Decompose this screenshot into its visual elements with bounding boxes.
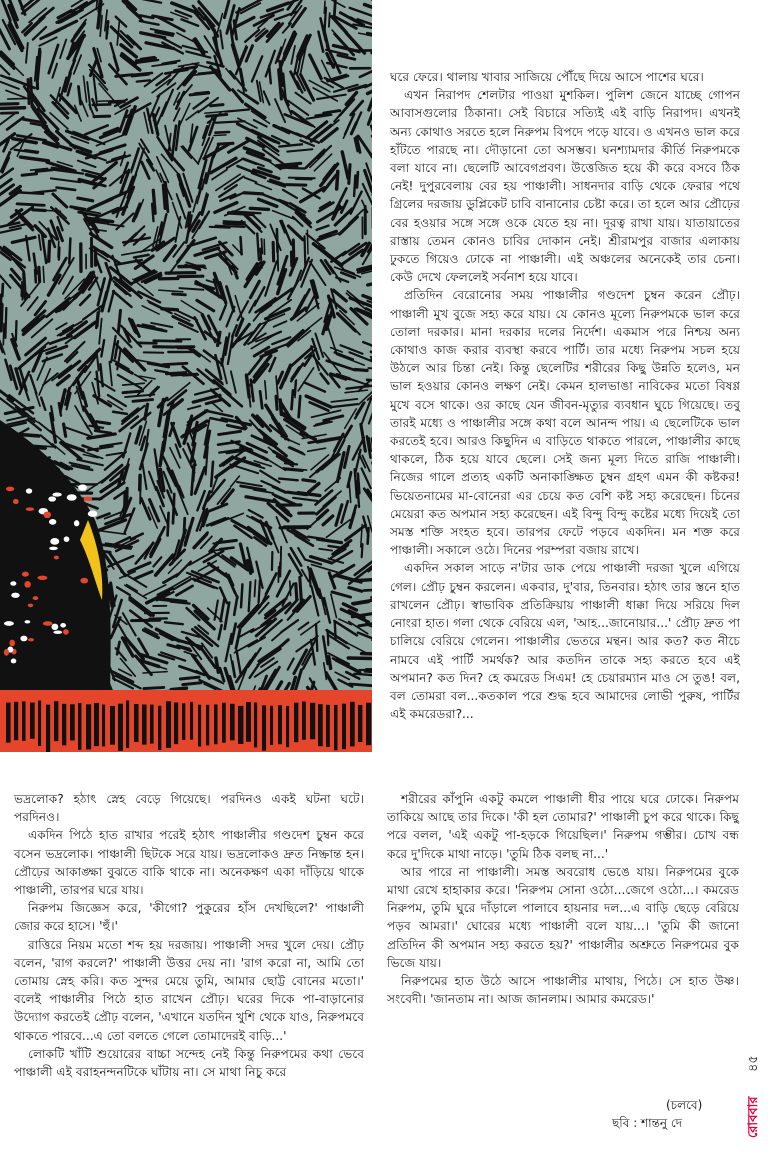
figure-dot bbox=[60, 623, 66, 628]
border-stripe bbox=[166, 701, 171, 748]
border-stripe bbox=[294, 703, 298, 743]
hatch-stroke bbox=[195, 93, 208, 94]
article-column-right bbox=[390, 68, 740, 723]
hatch-stroke bbox=[96, 313, 98, 328]
hatch-stroke bbox=[324, 1, 325, 13]
hatch-stroke bbox=[21, 435, 40, 436]
hatch-stroke bbox=[17, 204, 44, 206]
hatch-stroke bbox=[133, 400, 153, 402]
paragraph: এখন নিরাপদ শেলটার পাওয়া মুশকিল। পুলিশ জেনে যাচ্ছে গোপন আবাসগুলোর ঠিকানা। সেই বিচারে সত্যিই এই বাড়ি নিরাপদ। এখনই অন্য কোথাও সরতে হলে নিরুপম বিপদে পড়ে যাবে। ও এখনও ভাল করে হাঁটতে পারছে না। দৌড়ানো তো অসম্ভব। ঘনশ্যামদার কীর্তি নিরুপমকে বলা যাবে না। ছেলেটি আবেগপ্রবণ। উত্তেজিত হয়ে কী করে বসবে ঠিক নেই! দুপুরবেলায় বের হয় পাঞ্চালী। সাধনদার বাড়ি থেকে ফেরার পথে গ্রিলের দরজায় ডুপ্লিকেট চাবি বানানোর চেষ্টা করে। তা হলে আর প্রৌঢ়ের বের হওয়ার সঙ্গে সঙ্গে ওকে যেতে হয় না। দূরত্ব রাখা যায়। যাতায়াতের রাস্তায় তেমন কোনও চাবির দোকান নেই। শ্রীরামপুর বাজার এলাকায় ঢুকতে গিয়েও ঢোকে না পাঞ্চালী। এই অঞ্চলের অনেকেই তার চেনা। কেউ দেখে ফেললেই সর্বনাশ হয়ে যাবে। bbox=[390, 88, 740, 285]
border-stripe bbox=[190, 702, 193, 740]
hatch-stroke bbox=[3, 324, 4, 345]
hatch-stroke bbox=[0, 108, 24, 109]
border-stripe bbox=[318, 704, 323, 746]
paragraph: একদিন পিঠে হাত রাখার পরেই হঠাৎ পাঞ্চালীর গণ্ডদেশ চুম্বন করে বসেন ভদ্রলোক। পাঞ্চালী ছিটকে সরে যায়। ভদ্রলোকও দ্রুত নিষ্ক্রান্ত হন। প্রৌঢ়ের আকাঙ্ক্ষা বুঝতে বাকি থাকে না। অনেকক্ষণ একা দাঁড়িয়ে থাকে পাঞ্চালী, তারপর ঘরে যায়। bbox=[14, 828, 364, 898]
hatch-stroke bbox=[171, 688, 186, 690]
border-stripe bbox=[126, 700, 129, 748]
paragraph: শরীরের কাঁপুনি একটু কমলে পাঞ্চালী ধীর পায়ে ঘরে ঢোকে। নিরুপম তাকিয়ে আছে তার দিকে। 'কী হল তোমার?' পাঞ্চালী চুপ করে থাকে। কিছু পরে বলল, 'এই একটু পা-হড়কে গিয়েছিল।' নিরুপম গম্ভীর। চোখ বন্ধ করে দু'দিকে মাথা নাড়ে। 'তুমি ঠিক বলছ না...' bbox=[387, 792, 739, 861]
figure-dot bbox=[53, 630, 62, 634]
hatch-stroke bbox=[285, 463, 297, 464]
figure-dot bbox=[13, 499, 19, 504]
hatch-stroke bbox=[64, 424, 66, 436]
figure-dot bbox=[51, 624, 58, 630]
figure-dot bbox=[22, 572, 29, 577]
figure-dot bbox=[48, 496, 56, 501]
article-column-middle bbox=[387, 790, 739, 1008]
hatch-stroke bbox=[354, 175, 355, 196]
figure-dot bbox=[11, 659, 17, 664]
hatch-stroke bbox=[22, 285, 23, 299]
border-stripe bbox=[334, 705, 338, 750]
figure-dot bbox=[4, 649, 9, 656]
woodcut-illustration bbox=[0, 0, 372, 752]
border-stripe bbox=[310, 703, 315, 739]
figure-dot bbox=[4, 621, 14, 626]
figure-dot bbox=[10, 581, 16, 586]
border-stripe bbox=[38, 701, 41, 746]
border-stripe bbox=[262, 705, 266, 750]
hatch-stroke bbox=[168, 513, 169, 536]
hatch-stroke bbox=[293, 240, 294, 265]
figure-dot bbox=[64, 536, 70, 541]
border-stripe bbox=[70, 704, 75, 740]
border-stripe bbox=[230, 704, 235, 741]
hatch-stroke bbox=[259, 580, 260, 602]
hatch-stroke bbox=[241, 584, 242, 607]
border-stripe bbox=[366, 703, 371, 745]
border-stripe bbox=[110, 706, 115, 745]
hatch-stroke bbox=[244, 193, 263, 194]
magazine-name: রোববার bbox=[746, 1096, 761, 1138]
figure-dot bbox=[26, 488, 32, 493]
hatch-stroke bbox=[358, 579, 372, 580]
hatch-stroke bbox=[220, 548, 233, 550]
hatch-stroke bbox=[277, 229, 278, 252]
figure-dot bbox=[67, 494, 77, 500]
border-stripe bbox=[222, 703, 226, 743]
hatch-stroke bbox=[214, 135, 226, 136]
hatch-stroke bbox=[305, 236, 306, 265]
hatch-stroke bbox=[173, 294, 186, 295]
hatch-stroke bbox=[362, 544, 363, 557]
hatch-stroke bbox=[241, 237, 242, 254]
figure-dot bbox=[78, 484, 87, 490]
hatch-stroke bbox=[1, 304, 2, 331]
hatch-stroke bbox=[371, 596, 372, 597]
hatch-stroke bbox=[337, 171, 338, 189]
figure-dot bbox=[63, 629, 69, 635]
paragraph: লোকটি খাঁটি শুয়োরের বাচ্চা সন্দেহ নেই কিন্তু নিরুপমের কথা ভেবে পাঞ্চালী এই বরাহনন্দনটিকে ঘাঁটায় না। সে মাথা নিচু করে bbox=[14, 1046, 364, 1080]
figure-dot bbox=[20, 636, 27, 642]
figure-dot bbox=[52, 493, 61, 497]
figure-dot bbox=[54, 556, 59, 560]
figure-dot bbox=[88, 511, 98, 517]
hatch-stroke bbox=[35, 270, 36, 282]
hatch-stroke bbox=[211, 105, 223, 106]
hatch-stroke bbox=[24, 273, 25, 298]
hatch-stroke bbox=[349, 165, 350, 184]
hatch-stroke bbox=[2, 284, 3, 296]
border-stripe bbox=[214, 704, 218, 744]
border-stripe bbox=[174, 702, 178, 744]
hatch-stroke bbox=[144, 687, 164, 688]
hatch-stroke bbox=[5, 308, 6, 338]
hatch-stroke bbox=[269, 66, 271, 83]
hatch-stroke bbox=[166, 373, 185, 374]
hatch-stroke bbox=[163, 185, 165, 208]
hatch-stroke bbox=[362, 654, 372, 655]
border-stripe bbox=[78, 703, 81, 750]
paragraph: নিরুপম জিজ্ঞেস করে, 'কীগো? পুকুরের হাঁস দেখছিলে?' পাঞ্চালী জোর করে হাসে। 'হুঁ।' bbox=[14, 901, 364, 934]
hatch-stroke bbox=[173, 494, 174, 523]
hatch-stroke bbox=[329, 13, 330, 27]
border-stripe bbox=[22, 701, 26, 740]
hatch-stroke bbox=[183, 683, 201, 685]
hatch-stroke bbox=[355, 369, 367, 370]
hatch-stroke bbox=[166, 273, 195, 274]
border-stripe bbox=[118, 704, 123, 751]
border-stripe bbox=[246, 702, 251, 742]
border-stripe bbox=[158, 706, 161, 750]
hatch-stroke bbox=[289, 178, 315, 179]
figure-dot bbox=[25, 620, 31, 623]
hatch-stroke bbox=[316, 624, 317, 651]
hatch-stroke bbox=[261, 239, 262, 254]
border-stripe bbox=[302, 701, 306, 739]
figure-dot bbox=[49, 519, 56, 525]
border-stripe bbox=[254, 702, 257, 747]
hatch-stroke bbox=[329, 657, 331, 669]
hatch-stroke bbox=[154, 341, 181, 342]
hatch-stroke bbox=[354, 602, 369, 604]
paragraph: নিরুপমের হাত উঠে আসে পাঞ্চালীর মাথায়, পিঠে। সে হাত উষ্ণ। সংবেদী। 'জানতাম না। আজ জানলাম। আমার কমরেড।' bbox=[387, 974, 739, 1007]
figure-dot bbox=[26, 507, 34, 511]
hatch-stroke bbox=[183, 375, 198, 376]
hatch-stroke bbox=[36, 170, 52, 172]
hatch-stroke bbox=[257, 234, 259, 260]
hatch-stroke bbox=[368, 528, 369, 544]
hatch-stroke bbox=[348, 658, 372, 659]
border-stripe bbox=[150, 705, 154, 744]
illustration-credit: ছবি : শান্তনু দে bbox=[612, 1116, 683, 1130]
border-stripe bbox=[86, 704, 91, 749]
border-stripe bbox=[342, 704, 346, 750]
hatch-stroke bbox=[153, 190, 155, 213]
paragraph: ঘরে ফেরে। থালায় খাবার সাজিয়ে পৌঁছে দিয়ে আসে পাশের ঘরে। bbox=[390, 70, 704, 84]
border-stripe bbox=[54, 701, 58, 741]
to-be-continued: (চলবে) bbox=[666, 1098, 703, 1112]
border-stripe bbox=[198, 705, 201, 747]
hatch-stroke bbox=[303, 480, 315, 482]
hatch-stroke bbox=[14, 192, 44, 194]
hatch-stroke bbox=[292, 390, 293, 409]
hatch-stroke bbox=[290, 581, 291, 595]
border-stripe bbox=[270, 706, 273, 745]
hatch-stroke bbox=[0, 104, 18, 105]
hatch-stroke bbox=[39, 267, 40, 281]
figure-dot bbox=[11, 593, 19, 598]
figure-dot bbox=[28, 638, 34, 641]
hatch-stroke bbox=[296, 584, 297, 599]
hatch-stroke bbox=[299, 396, 301, 417]
figure-dot bbox=[6, 487, 14, 492]
figure-dot bbox=[80, 578, 88, 584]
hatch-stroke bbox=[106, 21, 108, 38]
figure-dot bbox=[43, 621, 53, 626]
figure-dot bbox=[50, 538, 59, 545]
hatch-stroke bbox=[216, 658, 218, 672]
hatch-stroke bbox=[180, 677, 199, 679]
hatch-stroke bbox=[224, 223, 243, 224]
hatch-stroke bbox=[69, 238, 70, 263]
hatch-stroke bbox=[216, 121, 245, 123]
border-stripe bbox=[326, 705, 330, 747]
figure-dot bbox=[83, 497, 92, 502]
border-stripe bbox=[206, 705, 209, 746]
border-stripe bbox=[6, 703, 11, 743]
hatch-stroke bbox=[22, 174, 36, 175]
border-stripe bbox=[142, 704, 147, 744]
figure-dot bbox=[9, 640, 15, 647]
hatch-stroke bbox=[163, 363, 187, 364]
hatch-stroke bbox=[43, 267, 44, 283]
paragraph: প্রতিদিন বেরোনোর সময় পাঞ্চালীর গণ্ডদেশ চুম্বন করেন প্রৌঢ়। পাঞ্চালী মুখ বুজে সহ্য করে যায়। যে কোনও মূল্যে নিরুপমকে ভাল করে তোলা দরকার। মানা দরকার দলের নির্দেশ। একমাস পরে নিশ্চয় অন্য কোথাও কাজ করার ব্যবস্থা করবে পার্টি। তার মধ্যে নিরুপম সচল হয়ে উঠলে আর চিন্তা নেই। কিন্তু ছেলেটির শরীরের কিছু উন্নতি হলেও, মন ভাল হওয়ার কোনও লক্ষণ নেই। কেমন হালভাঙা নাবিকের মতো বিষণ্ণ মুখে বসে থাকে। ওর কাছে যেন জীবন-মৃত্যুর ব্যবধান ঘুচে গিয়েছে। তবু তারই মধ্যে ও পাঞ্চালীর সঙ্গে কথা বলে আনন্দ পায়। এ ছেলেটিকে ভাল করতেই হবে। আরও কিছুদিন এ বাড়িতে থাকতে পারলে, পাঞ্চালীর কাছে থাকলে, ঠিক হয়ে যাবে ছেলে। সেই জন্য মূল্য দিতে রাজি পাঞ্চালী। নিজের গালে প্রত্যহ একটি অনাকাঙ্ক্ষিত চুম্বন গ্রহণ এমন কী কষ্টকর! ভিয়েতনামের মা-বোনেরা এর চেয়ে কত বেশি কষ্ট সহ্য করেছেন। চিনের মেয়েরা কত অপমান সহ্য করেছেন। এই বিন্দু বিন্দু কষ্টের মধ্যে দিয়েই তো সমস্ত শক্তি সংহত হবে। তারপর ফেটে পড়বে একদিন। মন শক্ত করে পাঞ্চালী। সকালে ওঠে। দিনের পরম্পরা বজায় রাখে। bbox=[390, 288, 740, 558]
hatch-stroke bbox=[279, 479, 298, 481]
hatch-stroke bbox=[137, 80, 150, 81]
border-stripe bbox=[30, 703, 35, 739]
hatch-stroke bbox=[357, 172, 358, 187]
hatch-stroke bbox=[98, 100, 123, 101]
border-stripe bbox=[350, 702, 355, 747]
border-stripe bbox=[182, 703, 185, 740]
page-folio bbox=[736, 1010, 770, 1138]
hatch-stroke bbox=[207, 114, 227, 116]
hatch-stroke bbox=[285, 469, 302, 471]
hatch-stroke bbox=[16, 321, 17, 340]
border-stripe bbox=[134, 704, 139, 742]
border-stripe bbox=[94, 703, 99, 746]
figure-dot bbox=[37, 576, 47, 580]
paragraph: আর পারে না পাঞ্চালী। সমস্ত অবরোধ ভেঙে যায়। নিরুপমের বুকে মাথা রেখে হাহাকার করে। 'নিরুপম সোনা ওঠো...জেগে ওঠো...। কমরেড নিরুপম, তুমি ঘুরে দাঁড়ালে পালাবে হায়নার দল...এ বাড়ি ছেড়ে বেরিয়ে পড়ব আমরা।' ঘোরের মধ্যে পাঞ্চালী বলে যায়...। 'তুমি কী জানো প্রতিদিন কী অপমান সহ্য করতে হয়?' পাঞ্চালীর অশ্রুতে নিরুপমের বুক ভিজে যায়। bbox=[387, 864, 739, 970]
border-stripe bbox=[46, 705, 50, 752]
hatch-stroke bbox=[37, 67, 38, 89]
hatch-stroke bbox=[365, 671, 372, 672]
hatch-stroke bbox=[216, 226, 245, 227]
hatch-stroke bbox=[49, 241, 50, 261]
paragraph: একদিন সকাল সাড়ে ন'টার ডাক পেয়ে পাঞ্চালী দরজা খুলে এগিয়ে গেল। প্রৌঢ় চুম্বন করলেন। একবার, দু'বার, তিনবার। হঠাৎ তার স্তনে হাত রাখলেন প্রৌঢ়। স্বাভাবিক প্রতিক্রিয়ায় পাঞ্চালী ধাক্কা দিয়ে সরিয়ে দিল নোংরা হাত। গলা থেকে বেরিয়ে এল, 'আহ...জানোয়ার...' প্রৌঢ় দ্রুত পা চালিয়ে বেরিয়ে গেলেন। পাঞ্চালীর ভেতরে মন্থন। আর কত? কত নীচে নামবে এই পার্টি সমর্থক? আর কতদিন তাকে সহ্য করতে হবে এই অপমান? কত দিন? হে কমরেড সিএম! হে চেয়ারম্যান মাও সে তুঙ! বল, বল তোমরা বল...কতকাল পরে শুদ্ধ হবে আমাদের লোভী পুরুষ, পার্টির এই কমরেডরা?... bbox=[390, 561, 740, 722]
hatch-stroke bbox=[255, 580, 256, 596]
hatch-stroke bbox=[211, 462, 213, 486]
figure-dot bbox=[24, 581, 31, 588]
figure-dot bbox=[33, 596, 39, 600]
border-stripe bbox=[238, 706, 243, 744]
figure-dot bbox=[44, 511, 51, 518]
border-stripe bbox=[102, 705, 105, 747]
hatch-stroke bbox=[58, 241, 59, 257]
paragraph: ভদ্রলোক? হঠাৎ স্নেহ বেড়ে গিয়েছে। পরদিনও একই ঘটনা ঘটে। পরদিনও। bbox=[14, 792, 364, 825]
border-stripe bbox=[278, 705, 282, 744]
figure-dot bbox=[74, 520, 79, 526]
hatch-stroke bbox=[295, 381, 296, 395]
border-stripe bbox=[14, 702, 18, 740]
border-stripe bbox=[286, 706, 289, 747]
hatch-stroke bbox=[229, 213, 253, 214]
hatch-stroke bbox=[215, 132, 229, 133]
hatch-stroke bbox=[96, 422, 109, 424]
hatch-stroke bbox=[93, 104, 110, 105]
paragraph: রাত্তিরে নিয়ম মতো শব্দ হয় দরজায়। পাঞ্চালী সদর খুলে দেয়। প্রৌঢ় বলেন, 'রাগ করলে?' পাঞ্চালী উত্তর দেয় না। 'রাগ করো না, আমি তো তোমায় স্নেহ করি। কত সুন্দর মেয়ে তুমি, আমার ছোট্ট বোনের মতো।' বলেই পাঞ্চালীর পিঠে হাত রাখেন প্রৌঢ়। ঘরের দিকে পা-বাড়ানোর উদ্যোগ করতেই প্রৌঢ় বলেন, 'এখানে যতদিন খুশি থেকে যাও, নিরুপমবে থাকতে পারবে...এ তো বলতে গেলে তোমাদেরই বাড়ি...' bbox=[14, 937, 364, 1043]
hatch-stroke bbox=[250, 208, 268, 209]
article-column-left bbox=[14, 790, 364, 1081]
figure-dot bbox=[49, 547, 58, 550]
figure-dot bbox=[28, 604, 34, 608]
border-stripe bbox=[62, 704, 66, 746]
page-number: ৪৫ bbox=[746, 1055, 761, 1072]
border-stripe bbox=[358, 705, 362, 742]
hatch-stroke bbox=[218, 332, 220, 345]
hatch-stroke bbox=[276, 396, 277, 409]
hatch-stroke bbox=[300, 577, 302, 602]
